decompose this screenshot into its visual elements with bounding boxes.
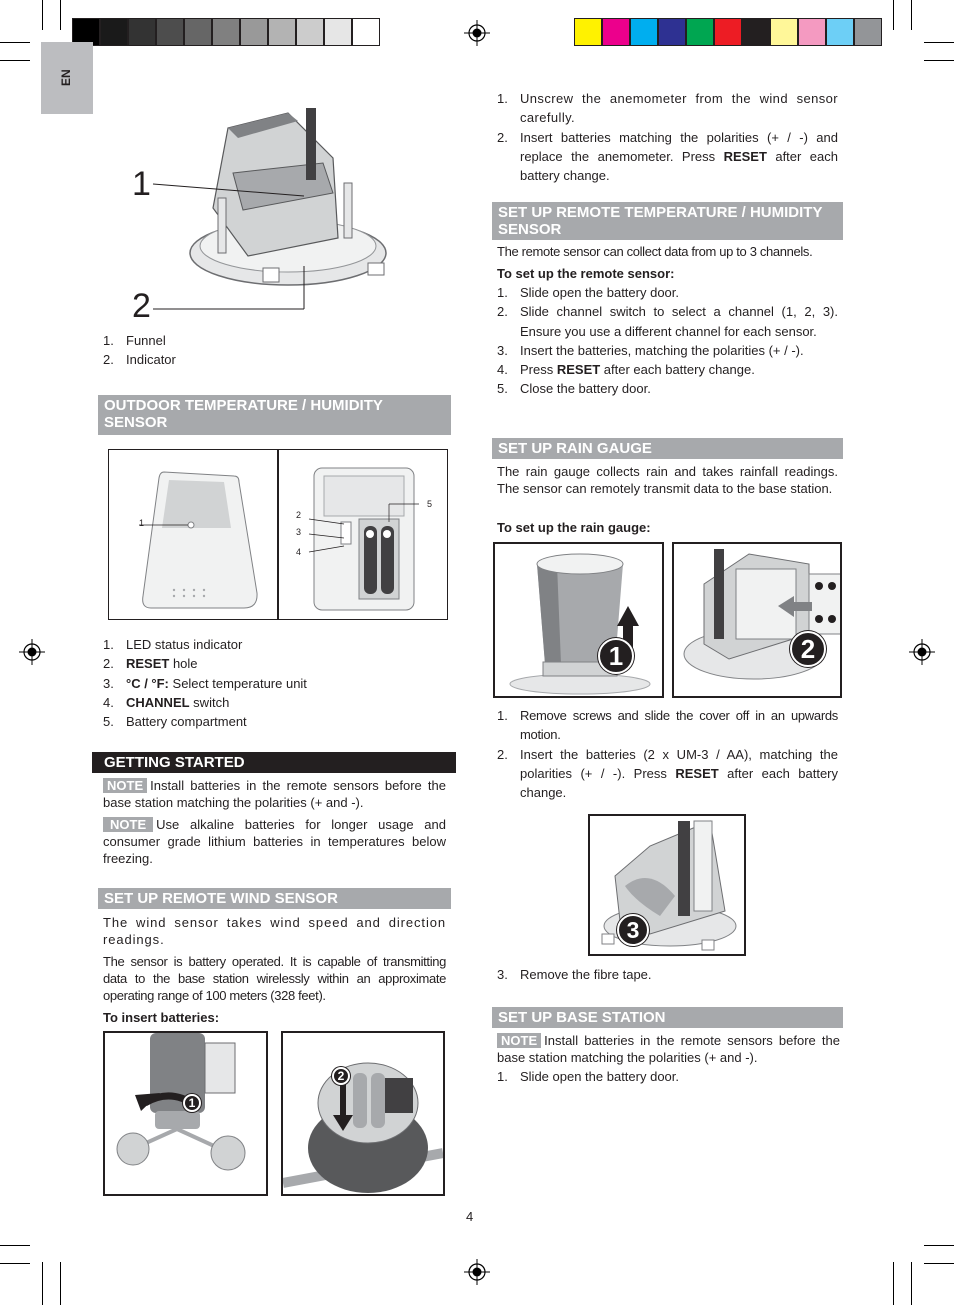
list-item: 1. Slide open the battery door. (497, 1069, 680, 1084)
section-heading-getting-started: GETTING STARTED (92, 752, 456, 773)
rain-gauge-funnel-illustration (128, 88, 390, 324)
wind-sensor-battery-illustration (283, 1033, 443, 1194)
note-badge: NOTE (103, 778, 147, 793)
wind-sensor-step1-figure (103, 1031, 268, 1196)
registration-mark-icon (909, 639, 935, 665)
list-item: 4. Press RESET after each battery change. (497, 362, 755, 378)
fibre-tape-illustration (590, 816, 744, 954)
outdoor-callout-4: 4 (296, 547, 302, 557)
list-item: 1. Funnel (103, 333, 166, 348)
remote-sensor-paragraph: The remote sensor can collect data from up to 3 channels. (497, 244, 813, 259)
step-badge-1: 1 (183, 1094, 201, 1112)
base-station-note: NOTE Install batteries in the remote sensors before the base station matching the polarities (+ and -). (497, 1033, 840, 1065)
color-swatch (826, 18, 854, 46)
list-item: 1. LED status indicator (103, 637, 243, 652)
language-tab-label: EN (59, 69, 73, 86)
color-swatch (742, 18, 770, 46)
color-swatch (714, 18, 742, 46)
section-heading-base-station: SET UP BASE STATION (492, 1007, 843, 1028)
list-item: 2. Slide channel switch to select a channel (1, 2, 3). Ensure you use a different channel for each sensor. (497, 304, 838, 339)
language-tab (41, 42, 93, 114)
list-item: 3. Remove the fibre tape. (497, 967, 652, 982)
color-swatch (184, 18, 212, 46)
rain-gauge-steps-list (497, 706, 838, 802)
registration-mark-icon (464, 1259, 490, 1285)
color-swatch (240, 18, 268, 46)
anemometer-illustration (105, 1033, 266, 1194)
rain-gauge-battery-illustration (674, 544, 840, 696)
outdoor-callout-2: 2 (296, 510, 302, 520)
outdoor-callout-5: 5 (427, 499, 433, 509)
note-paragraph: NOTE Install batteries in the remote sensors before the base station matching the polarities (+ and -). (103, 778, 446, 810)
outdoor-callout-1: 1 (139, 518, 145, 528)
funnel-parts-list (103, 331, 443, 370)
color-swatch (658, 18, 686, 46)
sensor-back-illustration (304, 464, 424, 614)
step-badge-1: 1 (598, 638, 634, 674)
list-item: 1. Remove screws and slide the cover off in an upwards motion. (497, 708, 838, 743)
color-swatch (212, 18, 240, 46)
list-item: 2. RESET hole (103, 656, 198, 672)
color-swatch (100, 18, 128, 46)
figure-callout-2: 2 (132, 287, 151, 325)
step-badge-2: 2 (790, 631, 826, 667)
outdoor-sensor-parts-list (103, 635, 443, 731)
registration-mark-icon (464, 20, 490, 46)
color-swatch (296, 18, 324, 46)
insert-batteries-label: To insert batteries: (103, 1010, 220, 1025)
note-badge: NOTE (103, 817, 153, 832)
section-heading-rain-gauge: SET UP RAIN GAUGE (492, 438, 843, 459)
step-badge-2: 2 (332, 1067, 350, 1085)
list-item: 5. Close the battery door. (497, 381, 651, 397)
rain-gauge-label: To set up the rain gauge: (497, 520, 651, 535)
list-item: 4. CHANNEL switch (103, 694, 230, 710)
note-badge: NOTE (497, 1033, 541, 1048)
color-swatch (854, 18, 882, 46)
rain-gauge-step3-list (497, 965, 838, 984)
color-swatch (602, 18, 630, 46)
list-item: 3. Insert the batteries, matching the polarities (+ / -). (497, 342, 804, 358)
color-swatch (352, 18, 380, 46)
rain-gauge-step3-figure (588, 814, 746, 956)
list-item: 5. Battery compartment (103, 714, 247, 730)
base-station-steps-list (497, 1067, 838, 1086)
sensor-front-illustration (139, 468, 259, 613)
page-number: 4 (466, 1209, 474, 1224)
outdoor-sensor-figure (108, 449, 448, 620)
section-heading-wind-sensor: SET UP REMOTE WIND SENSOR (98, 888, 451, 909)
color-swatch (268, 18, 296, 46)
rain-gauge-step2-figure (672, 542, 842, 698)
registration-mark-icon (19, 639, 45, 665)
step-badge-3: 3 (617, 914, 649, 946)
remote-sensor-steps-list (497, 283, 838, 399)
section-heading-outdoor-sensor: OUTDOOR TEMPERATURE / HUMIDITY SENSOR (98, 395, 451, 435)
color-swatch (630, 18, 658, 46)
outdoor-callout-3: 3 (296, 527, 302, 537)
section-heading-remote-sensor: SET UP REMOTE TEMPERATURE / HUMIDITY SENSOR (492, 202, 843, 240)
figure-callout-1: 1 (132, 165, 151, 203)
wind-intro-paragraph: The wind sensor takes wind speed and direction readings. (103, 915, 446, 947)
wind-sensor-step2-figure (281, 1031, 445, 1196)
color-swatch (574, 18, 602, 46)
remote-sensor-label: To set up the remote sensor: (497, 266, 675, 281)
list-item: 2. Indicator (103, 352, 176, 368)
color-swatch (686, 18, 714, 46)
color-swatch (770, 18, 798, 46)
list-item: 1. Slide open the battery door. (497, 285, 680, 300)
list-item: 2. Insert the batteries (2 x UM-3 / AA), matching the polarities (+ / -). Press RESET after each battery change. (497, 746, 838, 801)
color-swatch (324, 18, 352, 46)
wind-battery-paragraph: The sensor is battery operated. It is capable of transmitting data to the base station wirelessly within an approximate operating range of 100 meters (328 feet). (103, 954, 446, 1003)
color-swatch (798, 18, 826, 46)
color-swatch (128, 18, 156, 46)
rain-gauge-step1-figure (493, 542, 664, 698)
wind-steps-list (497, 89, 838, 185)
note-paragraph: NOTE Use alkaline batteries for longer usage and consumer grade lithium batteries in temperatures below freezing. (103, 817, 446, 866)
color-swatch (156, 18, 184, 46)
rain-gauge-cover-illustration (495, 544, 662, 696)
list-item: 3. °C / °F: Select temperature unit (103, 675, 307, 691)
list-item: 2. Insert batteries matching the polarities (+ / -) and replace the anemometer. Press RESET after each battery change. (497, 129, 838, 184)
rain-gauge-paragraph: The rain gauge collects rain and takes rainfall readings. The sensor can remotely transmit data to the base station. (497, 464, 838, 496)
list-item: 1. Unscrew the anemometer from the wind sensor carefully. (497, 91, 838, 126)
